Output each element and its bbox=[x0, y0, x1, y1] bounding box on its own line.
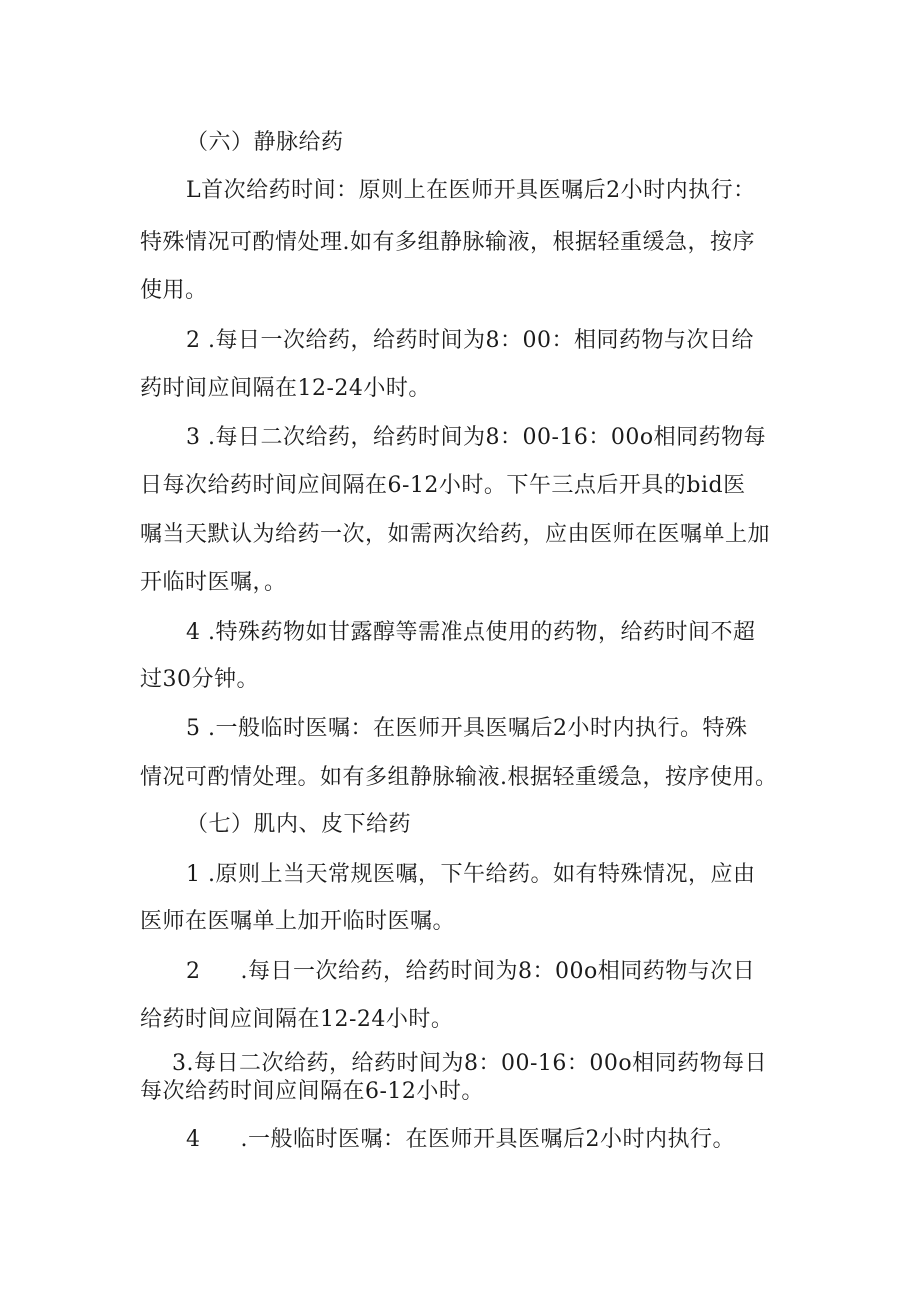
s7-item2-first-rest: .每日一次给药，给药时间为8：00o相同药物与次日 bbox=[240, 959, 756, 984]
s6-item3-line3: 嘱当天默认为给药一次，如需两次给药，应由医师在医嘱单上加 bbox=[140, 522, 771, 547]
s6-item1-line1: L首次给药时间：原则上在医师开具医嘱后2小时内执行： bbox=[186, 178, 756, 203]
s6-item3-line1: 3 .每日二次给药，给药时间为8：00-16：00o相同药物每 bbox=[186, 425, 767, 450]
s7-item2-number: 2 bbox=[186, 959, 201, 984]
s7-item4-rest: .一般临时医嘱：在医师开具医嘱后2小时内执行。 bbox=[240, 1127, 735, 1152]
s7-item1-line1: 1 .原则上当天常规医嘱，下午给药。如有特殊情况，应由 bbox=[186, 862, 756, 887]
s7-item3-line2: 每次给药时间应间隔在6-12小时。 bbox=[140, 1079, 484, 1104]
section-7-heading: （七）肌内、皮下给药 bbox=[186, 812, 412, 837]
s7-item2-line1 bbox=[186, 957, 755, 987]
s6-item1-line3: 使用。 bbox=[140, 278, 208, 303]
s7-item4-line1 bbox=[186, 1125, 735, 1155]
s6-item4-line1: 4 .特殊药物如甘露醇等需准点使用的药物，给药时间不超 bbox=[186, 620, 756, 645]
s6-item3-line4: 开临时医嘱，。 bbox=[140, 570, 287, 595]
s7-item2-line2: 给药时间应间隔在12-24小时。 bbox=[140, 1007, 454, 1032]
s6-item4-line2: 过30分钟。 bbox=[140, 667, 259, 692]
s6-item1-line2: 特殊情况可酌情处理.如有多组静脉输液，根据轻重缓急，按序 bbox=[140, 230, 755, 255]
s7-item3-line1: 3.每日二次给药，给药时间为8：00-16：00o相同药物每日 bbox=[172, 1051, 768, 1076]
s6-item2-line1: 2 .每日一次给药，给药时间为8：00：相同药物与次日给 bbox=[186, 328, 754, 353]
s6-item2-line2: 药时间应间隔在12-24小时。 bbox=[140, 376, 431, 401]
s6-item5-line1: 5 .一般临时医嘱：在医师开具医嘱后2小时内执行。特殊 bbox=[186, 716, 748, 741]
section-6-heading: （六）静脉给药 bbox=[186, 130, 344, 155]
s7-item1-line2: 医师在医嘱单上加开临时医嘱。 bbox=[140, 909, 456, 934]
s6-item5-line2: 情况可酌情处理。如有多组静脉输液.根据轻重缓急，按序使用。 bbox=[140, 765, 778, 790]
s6-item3-line2: 日每次给药时间应间隔在6-12小时。下午三点后开具的bid医 bbox=[140, 473, 746, 498]
s7-item4-number: 4 bbox=[186, 1127, 201, 1152]
